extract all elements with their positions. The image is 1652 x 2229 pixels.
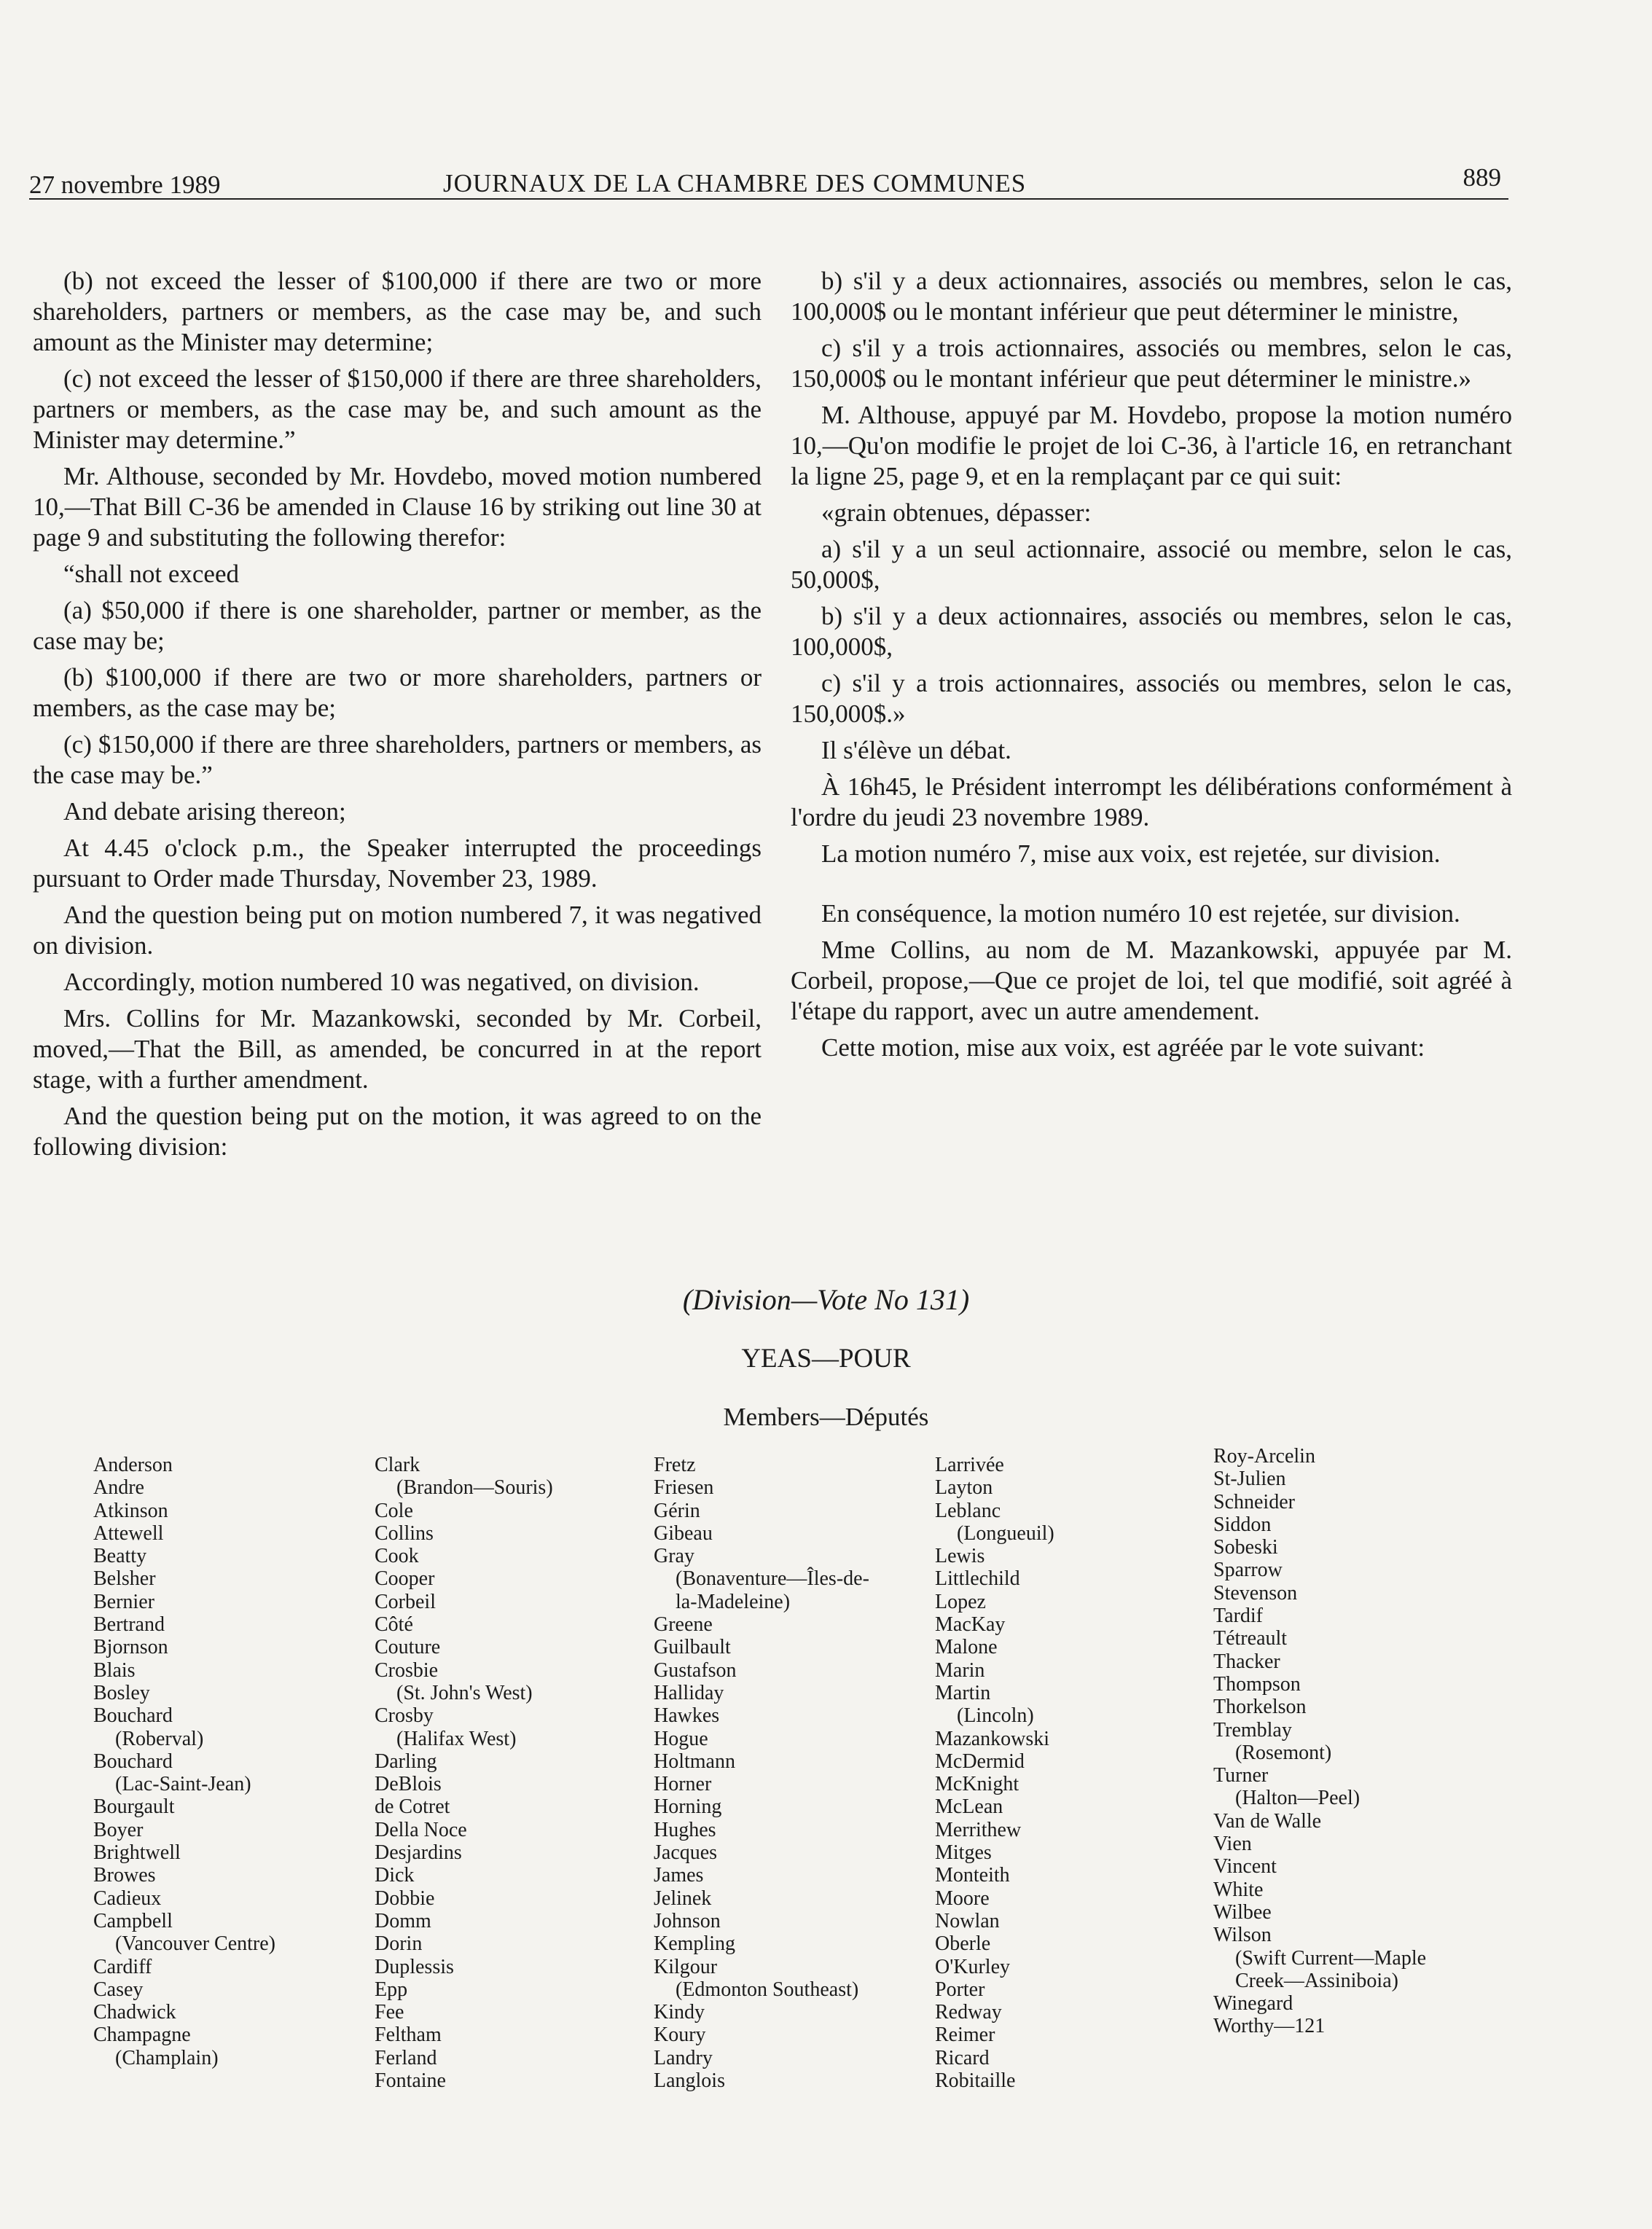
- member-name: Dorin: [375, 1932, 423, 1956]
- member-name: Kindy: [654, 2001, 705, 2024]
- member-name: Feltham: [375, 2024, 442, 2047]
- member-name: DeBlois: [375, 1773, 442, 1796]
- french-column: [791, 266, 1512, 1069]
- member-name: Crosby: [375, 1704, 434, 1728]
- members-heading: Members—Députés: [723, 1403, 929, 1431]
- member-name: Turner: [1213, 1764, 1269, 1787]
- member-name: Clark: [375, 1454, 420, 1476]
- member-name: Hughes: [654, 1818, 716, 1841]
- member-name: Horning: [654, 1795, 722, 1819]
- member-name: McKnight: [935, 1773, 1019, 1796]
- member-name: Tétreault: [1213, 1627, 1288, 1650]
- english-column: [33, 266, 762, 1168]
- paragraph: c) s'il y a trois actionnaires, associés ou membres, selon le cas, 150,000$.»: [791, 669, 1512, 728]
- paragraph: En conséquence, la motion numéro 10 est rejetée, sur division.: [821, 899, 1460, 928]
- paragraph: Cette motion, mise aux voix, est agréée par le vote suivant:: [821, 1033, 1425, 1062]
- paragraph: (b) not exceed the lesser of $100,000 if there are two or more shareholders, partners or members, as the case may be, and such amount as the Minister may determine;: [33, 267, 762, 356]
- member-name: Moore: [935, 1887, 990, 1910]
- member-name: Tremblay: [1213, 1718, 1292, 1742]
- member-name: Andre: [93, 1476, 144, 1500]
- member-name: Holtmann: [654, 1750, 735, 1773]
- member-name: Oberle: [935, 1932, 991, 1956]
- member-name: Champagne: [93, 2024, 191, 2047]
- member-name: Halliday: [654, 1681, 724, 1704]
- member-name: St-Julien: [1213, 1468, 1286, 1491]
- names-column-2: [375, 1454, 553, 2092]
- member-name: Malone: [935, 1636, 998, 1659]
- member-name: Bouchard: [93, 1750, 173, 1773]
- member-name: la-Madeleine): [676, 1590, 791, 1613]
- member-name: Roy-Arcelin: [1213, 1445, 1315, 1468]
- member-name: Campbell: [93, 1909, 173, 1932]
- member-name: Della Noce: [375, 1818, 467, 1841]
- names-column-4: [935, 1454, 1054, 2092]
- paragraph: La motion numéro 7, mise aux voix, est rejetée, sur division.: [821, 839, 1441, 868]
- yeas-heading: YEAS—POUR: [741, 1344, 911, 1374]
- member-name: Landry: [654, 2046, 713, 2069]
- member-name: Jacques: [654, 1841, 718, 1865]
- member-name: Beatty: [93, 1545, 147, 1568]
- member-name: Côté: [375, 1613, 413, 1637]
- member-name: Belsher: [93, 1567, 156, 1591]
- member-name: Horner: [654, 1773, 712, 1796]
- member-name: Ferland: [375, 2046, 437, 2069]
- member-name: Kempling: [654, 1932, 735, 1956]
- member-name: (Roberval): [115, 1727, 204, 1750]
- member-name: McDermid: [935, 1750, 1025, 1773]
- member-name: Kilgour: [654, 1955, 718, 1978]
- member-name: Monteith: [935, 1864, 1010, 1887]
- paragraph: Mrs. Collins for Mr. Mazankowski, seconded by Mr. Corbeil, moved,—That the Bill, as amended, be concurred in at the report stage, with a further amendment.: [33, 1004, 762, 1094]
- member-name: Winegard: [1213, 1992, 1293, 2015]
- member-name: Leblanc: [935, 1499, 1001, 1522]
- member-name: Gibeau: [654, 1521, 713, 1545]
- member-name: (Champlain): [115, 2046, 219, 2069]
- member-name: Larrivée: [935, 1454, 1004, 1476]
- page-header: [29, 163, 1508, 200]
- member-name: Greene: [654, 1613, 713, 1637]
- paragraph: Mr. Althouse, seconded by Mr. Hovdebo, moved motion numbered 10,—That Bill C-36 be amended in Clause 16 by striking out line 30 at page 9 and substituting the following therefor:: [33, 462, 762, 552]
- member-name: McLean: [935, 1795, 1003, 1819]
- member-name: (Bonaventure—Îles-de-: [676, 1567, 869, 1591]
- member-name: (Halton—Peel): [1235, 1787, 1361, 1810]
- member-name: (Lincoln): [957, 1704, 1034, 1728]
- member-name: Thorkelson: [1213, 1696, 1307, 1719]
- member-name: Sobeski: [1213, 1536, 1278, 1559]
- paragraph: And the question being put on the motion, it was agreed to on the following division:: [33, 1102, 762, 1161]
- member-name: Cole: [375, 1499, 413, 1522]
- member-name: Reimer: [935, 2024, 995, 2047]
- page-number: 889: [1463, 163, 1501, 192]
- member-name: (Lac-Saint-Jean): [115, 1773, 251, 1796]
- member-name: Friesen: [654, 1476, 714, 1500]
- member-name: Martin: [935, 1681, 991, 1704]
- paragraph: Il s'élève un débat.: [821, 736, 1011, 764]
- member-name: Marin: [935, 1658, 985, 1682]
- paragraph: (c) not exceed the lesser of $150,000 if there are three shareholders, partners or members, as the case may be, and such amount as the Minister may determine.”: [33, 364, 762, 454]
- member-name: Ricard: [935, 2046, 990, 2069]
- paragraph: M. Althouse, appuyé par M. Hovdebo, propose la motion numéro 10,—Qu'on modifie le projet de loi C-36, à l'article 16, en retranchant la ligne 25, page 9, et en la remplaçant par ce qui suit:: [791, 401, 1512, 490]
- paragraph: Accordingly, motion numbered 10 was negatived, on division.: [63, 968, 700, 996]
- member-name: Lewis: [935, 1545, 985, 1568]
- paragraph: b) s'il y a deux actionnaires, associés ou membres, selon le cas, 100,000$,: [791, 602, 1512, 661]
- paragraph: At 4.45 o'clock p.m., the Speaker interrupted the proceedings pursuant to Order made Thursday, November 23, 1989.: [33, 834, 762, 893]
- member-name: Guilbault: [654, 1636, 731, 1659]
- member-name: Mazankowski: [935, 1727, 1050, 1750]
- paragraph: (a) $50,000 if there is one shareholder, partner or member, as the case may be;: [33, 596, 762, 655]
- member-name: Merrithew: [935, 1818, 1022, 1841]
- member-name: Anderson: [93, 1454, 173, 1476]
- member-name: Tardif: [1213, 1605, 1264, 1628]
- member-name: Creek—Assiniboia): [1235, 1969, 1398, 1992]
- paragraph: (c) $150,000 if there are three shareholders, partners or members, as the case may be.”: [33, 730, 762, 789]
- member-name: Darling: [375, 1750, 437, 1773]
- member-name: MacKay: [935, 1613, 1006, 1637]
- paragraph: À 16h45, le Président interrompt les délibérations conformément à l'ordre du jeudi 23 novembre 1989.: [791, 772, 1512, 831]
- member-name: Layton: [935, 1476, 993, 1500]
- member-name: (Halifax West): [396, 1727, 517, 1750]
- paragraph: c) s'il y a trois actionnaires, associés ou membres, selon le cas, 150,000$ ou le montant inférieur que peut déterminer le ministre.»: [791, 334, 1512, 393]
- member-name: Cardiff: [93, 1955, 152, 1978]
- member-name: Worthy—121: [1213, 2015, 1326, 2038]
- member-name: Redway: [935, 2001, 1002, 2024]
- member-name: Wilson: [1213, 1924, 1272, 1947]
- member-name: Bernier: [93, 1590, 154, 1613]
- member-name: Cadieux: [93, 1887, 162, 1910]
- member-name: Hogue: [654, 1727, 708, 1750]
- member-name: Johnson: [654, 1909, 721, 1932]
- member-name: White: [1213, 1878, 1264, 1901]
- member-name: Epp: [375, 1978, 408, 2001]
- member-name: Stevenson: [1213, 1581, 1298, 1605]
- member-name: (Swift Current—Maple: [1235, 1946, 1427, 1970]
- member-name: (Edmonton Southeast): [676, 1978, 859, 2001]
- paragraph: And the question being put on motion numbered 7, it was negatived on division.: [33, 901, 762, 960]
- member-name: Couture: [375, 1636, 441, 1659]
- member-name: Siddon: [1213, 1513, 1272, 1536]
- member-name: Van de Walle: [1213, 1809, 1322, 1833]
- member-name: Blais: [93, 1658, 136, 1682]
- member-name: Atkinson: [93, 1499, 168, 1522]
- member-name: O'Kurley: [935, 1955, 1011, 1978]
- member-name: Gustafson: [654, 1658, 737, 1682]
- member-name: Robitaille: [935, 2069, 1016, 2093]
- member-name: Wilbee: [1213, 1900, 1272, 1924]
- member-name: Bourgault: [93, 1795, 175, 1819]
- division-title: (Division—Vote No 131): [682, 1283, 970, 1316]
- member-name: Dick: [375, 1864, 415, 1887]
- member-name: Jelinek: [654, 1887, 712, 1910]
- member-name: Mitges: [935, 1841, 992, 1865]
- member-name: Thompson: [1213, 1672, 1301, 1696]
- paragraph: (b) $100,000 if there are two or more shareholders, partners or members, as the case may be;: [33, 663, 762, 722]
- names-column-3: [654, 1454, 869, 2092]
- member-name: Sparrow: [1213, 1559, 1283, 1582]
- member-name: Thacker: [1213, 1650, 1280, 1673]
- member-name: Schneider: [1213, 1490, 1295, 1513]
- member-name: Bosley: [93, 1681, 150, 1704]
- member-name: (Rosemont): [1235, 1741, 1332, 1764]
- member-name: Casey: [93, 1978, 144, 2001]
- member-name: Lopez: [935, 1590, 986, 1613]
- member-name: Brightwell: [93, 1841, 181, 1865]
- paragraph: «grain obtenues, dépasser:: [821, 498, 1092, 527]
- names-column-5: [1213, 1445, 1426, 2038]
- paragraph: a) s'il y a un seul actionnaire, associé ou membre, selon le cas, 50,000$,: [791, 535, 1512, 594]
- member-name: Bouchard: [93, 1704, 173, 1728]
- names-column-1: [93, 1454, 275, 2069]
- member-name: James: [654, 1864, 704, 1887]
- member-name: Langlois: [654, 2069, 725, 2093]
- member-name: de Cotret: [375, 1795, 450, 1819]
- member-name: (Vancouver Centre): [115, 1932, 276, 1956]
- member-name: Vincent: [1213, 1855, 1277, 1879]
- member-name: Bjornson: [93, 1636, 168, 1659]
- member-name: (Brandon—Souris): [396, 1476, 553, 1500]
- member-name: Chadwick: [93, 2001, 176, 2024]
- member-name: Cook: [375, 1545, 419, 1568]
- member-name: Porter: [935, 1978, 985, 2001]
- member-name: Fretz: [654, 1454, 696, 1476]
- member-name: Littlechild: [935, 1567, 1020, 1591]
- member-name: Gray: [654, 1545, 694, 1568]
- member-name: Bertrand: [93, 1613, 165, 1637]
- member-name: Hawkes: [654, 1704, 720, 1728]
- member-name: Browes: [93, 1864, 156, 1887]
- member-name: Gérin: [654, 1499, 700, 1522]
- member-name: Cooper: [375, 1567, 435, 1591]
- member-name: (St. John's West): [396, 1681, 533, 1704]
- header-journal-title: JOURNAUX DE LA CHAMBRE DES COMMUNES: [443, 169, 1027, 197]
- member-name: Crosbie: [375, 1658, 439, 1682]
- member-name: Fee: [375, 2001, 404, 2024]
- member-name: Nowlan: [935, 1909, 1000, 1932]
- member-name: Domm: [375, 1909, 431, 1932]
- paragraph: “shall not exceed: [63, 560, 240, 588]
- member-name: Duplessis: [375, 1955, 454, 1978]
- paragraph: b) s'il y a deux actionnaires, associés ou membres, selon le cas, 100,000$ ou le montant inférieur que peut déterminer le ministre,: [791, 267, 1512, 326]
- member-name: Vien: [1213, 1833, 1252, 1856]
- member-name: Collins: [375, 1521, 434, 1545]
- member-name: Fontaine: [375, 2069, 446, 2093]
- member-name: Dobbie: [375, 1887, 435, 1910]
- paragraph: Mme Collins, au nom de M. Mazankowski, appuyée par M. Corbeil, propose,—Que ce projet de loi, tel que modifié, soit agréé à l'étape du rapport, avec un autre amendement.: [791, 936, 1512, 1025]
- member-name: Koury: [654, 2024, 706, 2047]
- member-name: Attewell: [93, 1521, 164, 1545]
- paragraph: And debate arising thereon;: [63, 797, 346, 826]
- member-name: Corbeil: [375, 1590, 436, 1613]
- member-name: Boyer: [93, 1818, 144, 1841]
- member-name: (Longueuil): [957, 1521, 1054, 1545]
- member-name: Desjardins: [375, 1841, 462, 1865]
- header-date: 27 novembre 1989: [29, 171, 221, 199]
